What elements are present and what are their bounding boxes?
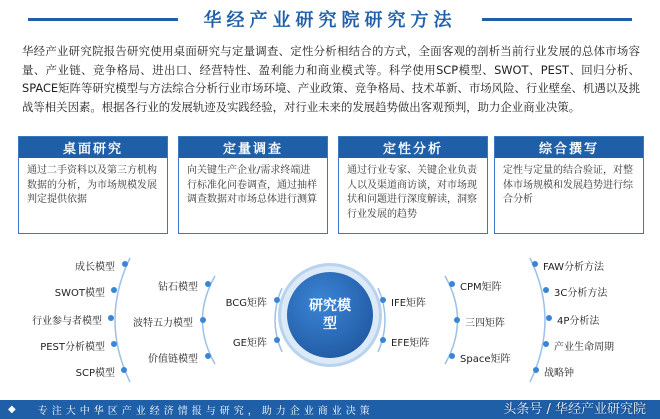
card-body: 通过二手资料以及第三方机构数据的分析，为市场规模发展判定提供依据 — [27, 165, 157, 205]
card-body: 通过行业专家、关键企业负责人以及渠道商访谈，对市场现状和问题进行深度解读，洞察行业发展的趋势 — [347, 165, 477, 220]
model-label: PEST分析模型 — [40, 342, 105, 353]
model-label: GE矩阵 — [232, 338, 267, 349]
card-comprehensive-writing — [494, 136, 644, 234]
header — [0, 0, 660, 38]
model-label: 钻石模型 — [158, 282, 198, 293]
card-body: 向关键生产企业/需求终端进行标准化问卷调查，通过抽样调查数据对市场总体进行测算 — [187, 165, 317, 205]
intro-paragraph: 华经产业研究院报告研究使用桌面研究与定量调查、定性分析相结合的方式，全面客观的剖析当前行业发展的总体市场容量、产业链、竞争格局、进出口、经营特性、盈利能力和商业模式等。科学使用SCP模型、SWOT、PEST、回归分析、SPACE矩阵等研究模型与方法综合分析行业市场环境、产业政策、竞争格局、技术革新、市场风险、行业壁垒、机遇以及挑战等相关因素。根据各行业的发展轨迹及实践经验，对行业未来的发展趋势做出客观预判，助力企业商业决策。 — [22, 44, 640, 114]
card-title: 定量调查 — [179, 137, 327, 158]
page-title: 华经产业研究院研究方法 — [203, 10, 457, 31]
research-model-center: 研究模型 — [287, 272, 373, 358]
card-title: 综合撰写 — [495, 137, 643, 158]
card-title: 定性分析 — [339, 137, 487, 158]
model-label: 4P分析法 — [557, 316, 600, 327]
title-bar-right — [482, 18, 632, 21]
model-label: 成长模型 — [75, 262, 115, 273]
arc-left-outer — [115, 258, 130, 382]
model-label: 三四矩阵 — [465, 318, 505, 329]
model-label: 价值链模型 — [148, 354, 198, 365]
model-label: SWOT模型 — [54, 288, 105, 299]
method-cards — [18, 136, 642, 232]
model-label: 行业参与者模型 — [32, 316, 102, 327]
model-label: 产业生命周期 — [554, 342, 614, 353]
title-bar-left — [28, 18, 178, 21]
card-title: 桌面研究 — [19, 137, 167, 158]
model-label: Space矩阵 — [460, 354, 511, 365]
watermark: 头条号 / 华经产业研究院 — [503, 402, 646, 417]
model-label: FAW分析方法 — [543, 262, 605, 273]
card-body: 定性与定量的结合验证，对整体市场规模和发展趋势进行综合分析 — [503, 165, 633, 205]
model-label: EFE矩阵 — [391, 338, 430, 349]
card-quantitative-survey — [178, 136, 328, 234]
logo-icon: ◆ — [8, 404, 16, 415]
model-label: 3C分析方法 — [554, 288, 608, 299]
model-label: BCG矩阵 — [225, 298, 267, 309]
research-model-diagram — [0, 240, 660, 400]
model-label: 战略钟 — [544, 368, 574, 379]
model-label: SCP模型 — [75, 368, 115, 379]
arc-right-outer — [530, 258, 545, 382]
model-label: 波特五力模型 — [133, 318, 193, 329]
card-qualitative-analysis — [338, 136, 488, 234]
model-label: CPM矩阵 — [460, 282, 502, 293]
footer-slogan: 专注大中华区产业经济情报与研究，助力企业商业决策 — [37, 406, 374, 417]
card-desk-research — [18, 136, 168, 234]
model-label: IFE矩阵 — [391, 298, 427, 309]
